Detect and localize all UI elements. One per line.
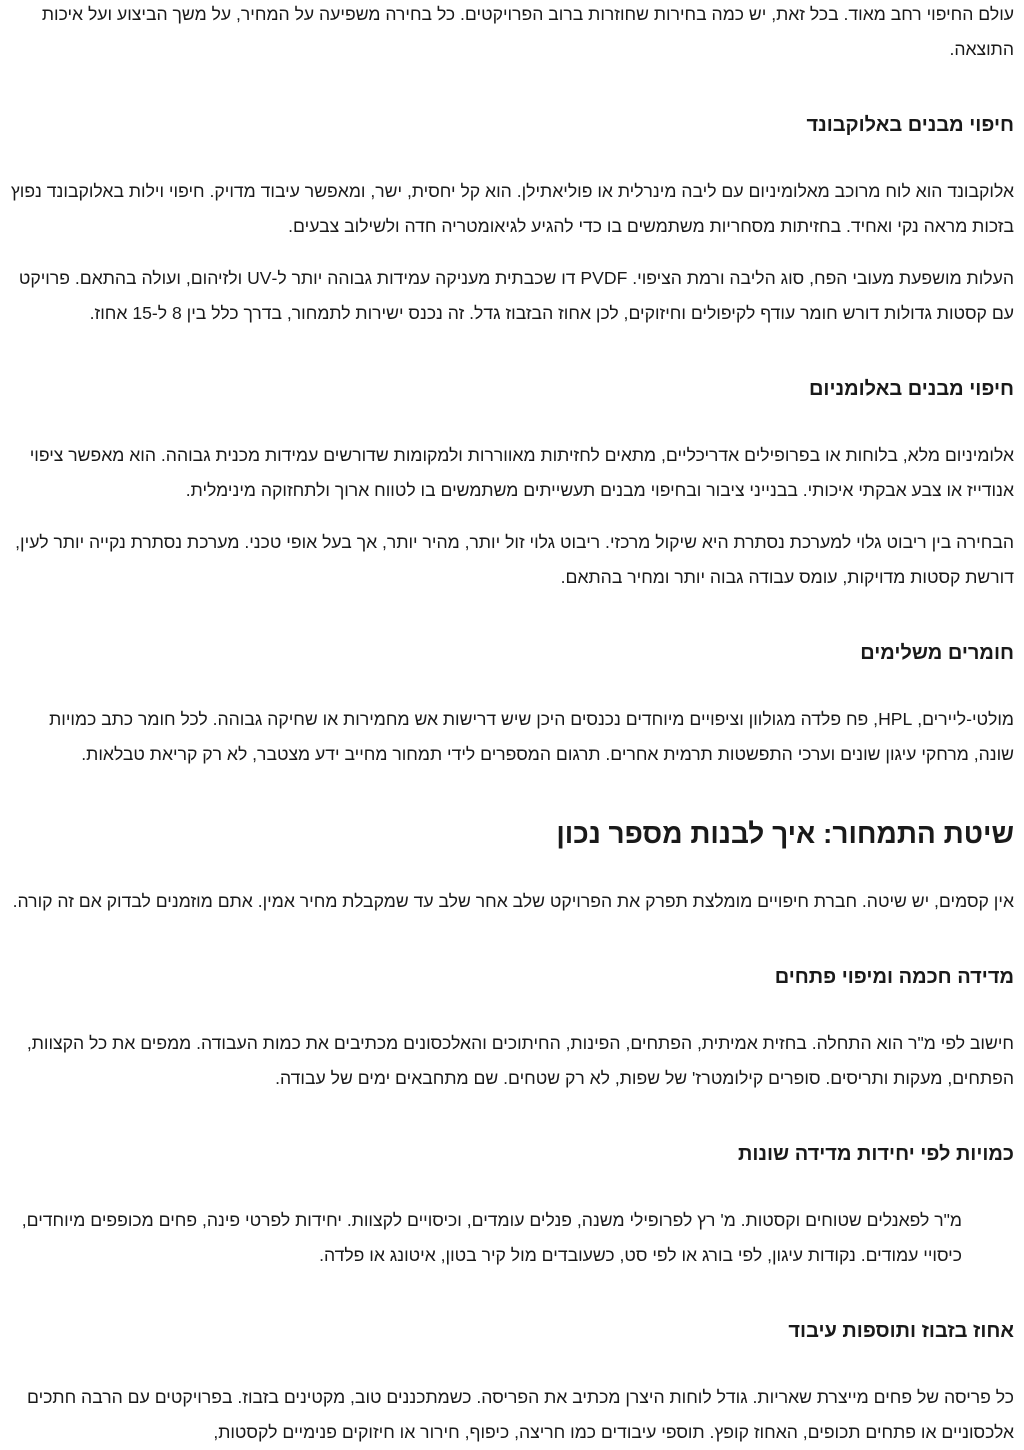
- aluminum-paragraph-2: הבחירה בין ריבוט גלוי למערכת נסתרת היא שיקול מרכזי. ריבוט גלוי זול יותר, מהיר יותר, אך בעל אופי טכני. מערכת נסתרת נקייה יותר לעין, דורשת קסטות מדויקות, עומס עבודה גבוה יותר ומחיר בהתאם.: [15, 532, 1014, 587]
- measurement-paragraph: חישוב לפי מ"ר הוא התחלה. בחזית אמיתית, הפתחים, הפינות, החיתוכים והאלכסונים מכתיבים את כמות העבודה. ממפים את כל הקצוות, הפתחים, מעקות ותריסים. סופרים קילומטרז' של שפות, לא רק שטחים. שם מתחבאים ימים של עבודה.: [26, 1033, 1014, 1088]
- list-item: מ"ר לפאנלים שטוחים וקסטות. מ' רץ לפרופילי משנה, פנלים עומדים, וכיסויים לקצוות. יחידות לפרטי פינה, פחים מכופפים מיוחדים, כיסויי עמודים. נקודות עיגון, לפי בורג או לפי סט, כשעובדים מול קיר בטון, איטונג או פלדה.: [21, 1210, 962, 1265]
- complementary-paragraph: מולטי-ליירים, HPL, פח פלדה מגולוון וציפויים מיוחדים נכנסים היכן שיש דרישות אש מחמירות או שחיקה גבוהה. לכל חומר כתב כמויות שונה, מרחקי עיגון שונים וערכי התפשטות תרמית אחרים. תרגום המספרים לידי תמחור מחייב ידע מצטבר, לא רק קריאת טבלאות.: [49, 709, 1014, 764]
- pricing-heading: שיטת התמחור: איך לבנות מספר נכון: [556, 818, 1014, 849]
- pricing-paragraph: אין קסמים, יש שיטה. חברת חיפויים מומלצת תפרק את הפרויקט שלב אחר שלב עד שמקבלת מחיר אמין. אתם מוזמנים לבדוק אם זה קורה.: [12, 891, 1014, 911]
- waste-heading: אחוז בזבוז ותוספות עיבוד: [788, 1320, 1014, 1342]
- aluminum-paragraph-1: אלומיניום מלא, בלוחות או בפרופילים אדריכליים, מתאים לחזיתות מאווררות ולמקומות שדורשים עמידות מכנית גבוהה. הוא מאפשר ציפוי אנודייז או צבע אבקתי איכותי. בבנייני ציבור ובחיפוי מבנים תעשייתים משתמשים בו לטווח ארוך ולתחזוקה מינימלית.: [29, 445, 1014, 500]
- alucobond-paragraph-1: אלוקבונד הוא לוח מרוכב מאלומיניום עם ליבה מינרלית או פוליאתילן. הוא קל יחסית, ישר, ומאפשר עיבוד מדויק. חיפוי וילות באלוקבונד נפוץ בזכות מראה נקי ואחיד. בחזיתות מסחריות משתמשים בו כדי להגיע לגיאומטריה חדה ולשילוב צבעים.: [10, 181, 1014, 236]
- alucobond-paragraph-2: העלות מושפעת מעובי הפח, סוג הליבה ורמת הציפוי. PVDF דו שכבתית מעניקה עמידות גבוהה יותר ל-UV ולזיהום, ועולה בהתאם. פרויקט עם קסטות גדולות דורש חומר עודף לקיפולים וחיזוקים, לכן אחוז הבזבוז גדל. זה נכנס ישירות לתמחור, בדרך כלל בין 8 ל-15 אחוז.: [18, 268, 1014, 323]
- alucobond-heading: חיפוי מבנים באלוקבונד: [806, 114, 1014, 136]
- quantities-heading: כמויות לפי יחידות מדידה שונות: [738, 1143, 1014, 1165]
- waste-paragraph: כל פריסה של פחים מייצרת שאריות. גודל לוחות היצרן מכתיב את הפריסה. כשמתכננים טוב, מקטינים בזבוז. בפרויקטים עם הרבה חתכים אלכסוניים או פתחים תכופים, האחוז קופץ. תוספי עיבודים כמו חריצה, כיפוף, חירור או חיזוקים פנימיים לקסטות,: [27, 1387, 1014, 1442]
- quantities-list: [10, 1203, 1014, 1273]
- intro-paragraph: עולם החיפוי רחב מאוד. בכל זאת, יש כמה בחירות שחוזרות ברוב הפרויקטים. כל בחירה משפיעה על המחיר, על משך הביצוע ועל איכות התוצאה.: [41, 4, 1014, 59]
- complementary-heading: חומרים משלימים: [860, 642, 1014, 664]
- aluminum-heading: חיפוי מבנים באלומניום: [809, 378, 1014, 400]
- measurement-heading: מדידה חכמה ומיפוי פתחים: [774, 966, 1014, 988]
